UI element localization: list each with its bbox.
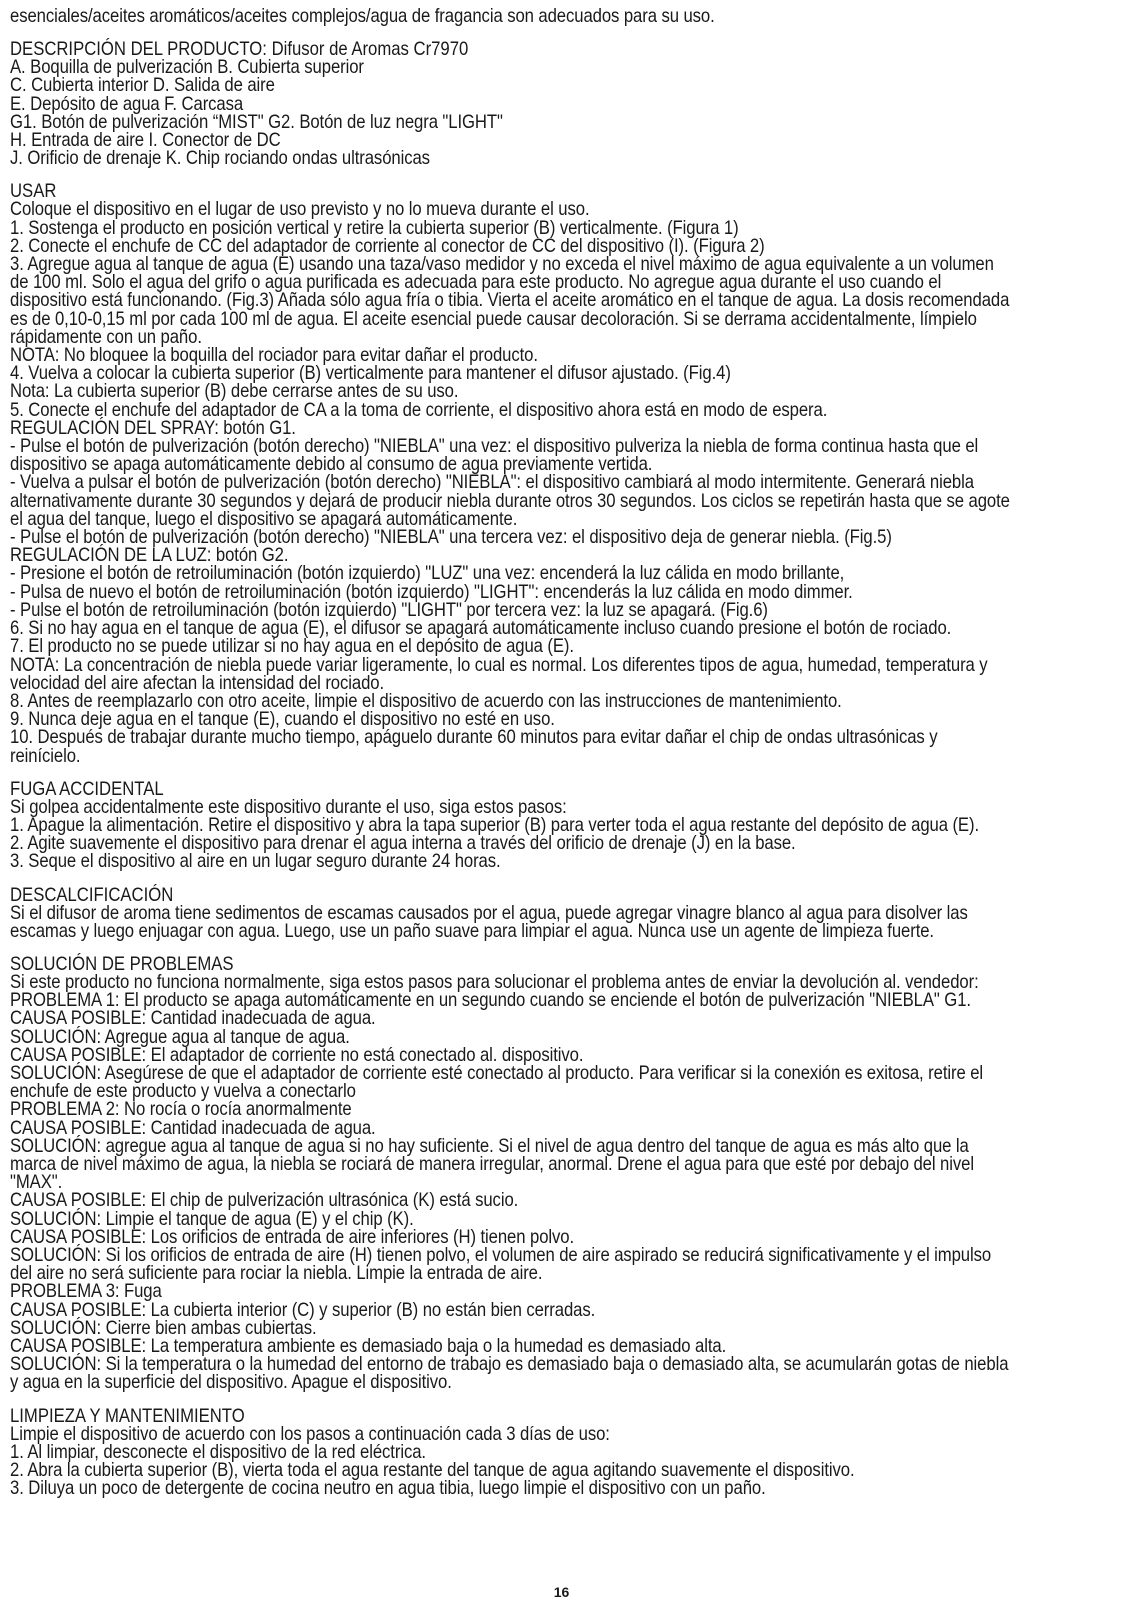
text-line: PROBLEMA 2: No rocía o rocía anormalmente	[10, 1099, 352, 1121]
text-line: el agua del tanque, luego el dispositivo se apagará automáticamente.	[10, 508, 518, 530]
text-line: 1. Sostenga el producto en posición vertical y retire la cubierta superior (B) verticalmente. (Figura 1)	[10, 217, 739, 239]
text-line: Coloque el dispositivo en el lugar de uso previsto y no lo mueva durante el uso.	[10, 199, 590, 221]
text-line: SOLUCIÓN: agregue agua al tanque de agua si no hay suficiente. Si el nivel de agua dentro del tanque de agua es más alto que la	[10, 1135, 969, 1157]
text-line: marca de nivel máximo de agua, la niebla se rociará de manera irregular, anormal. Drene el agua para que esté por debajo del nivel	[10, 1153, 974, 1175]
text-line: PROBLEMA 1: El producto se apaga automáticamente en un segundo cuando se enciende el botón de pulverización "NIEBLA" G1.	[10, 990, 971, 1012]
fuga-body	[10, 796, 1111, 873]
text-line: 2. Abra la cubierta superior (B), vierta toda el agua restante del tanque de agua agitando suavemente el dispositivo.	[10, 1460, 855, 1482]
text-line: REGULACIÓN DEL SPRAY: botón G1.	[10, 417, 296, 439]
text-line: CAUSA POSIBLE: El chip de pulverización ultrasónica (K) está sucio.	[10, 1190, 519, 1212]
text-line: CAUSA POSIBLE: Cantidad inadecuada de agua.	[10, 1008, 376, 1030]
text-line: E. Depósito de agua F. Carcasa	[10, 93, 244, 115]
text-line: SOLUCIÓN: Cierre bien ambas cubiertas.	[10, 1317, 317, 1339]
text-line: - Vuelva a pulsar el botón de pulverización (botón derecho) "NIEBLA": el dispositivo cambiará al modo intermitente. Generará niebla	[10, 472, 974, 494]
text-line: y agua en la superficie del dispositivo. Apague el dispositivo.	[10, 1372, 452, 1394]
text-line: NOTA: No bloquee la boquilla del rociador para evitar dañar el producto.	[10, 345, 538, 367]
text-line: Limpie el dispositivo de acuerdo con los pasos a continuación cada 3 días de uso:	[10, 1423, 610, 1445]
text-line: 3. Agregue agua al tanque de agua (E) usando una taza/vaso medidor y no exceda el nivel máximo de agua equivalente a un volumen	[10, 254, 994, 276]
text-line: dispositivo se apaga automáticamente debido al consumo de agua previamente vertida.	[10, 454, 653, 476]
text-line: G1. Botón de pulverización “MIST" G2. Botón de luz negra "LIGHT"	[10, 111, 503, 133]
text-line: 6. Si no hay agua en el tanque de agua (E), el difusor se apagará automáticamente incluso cuando presione el botón de rociado.	[10, 618, 952, 640]
text-line: "MAX".	[10, 1172, 63, 1194]
problemas-body	[10, 971, 1111, 1394]
text-line: J. Orificio de drenaje K. Chip rociando ondas ultrasónicas	[10, 148, 430, 170]
text-line: alternativamente durante 30 segundos y dejará de producir niebla durante otros 30 segundos. Los ciclos se repetirán hasta que se agote	[10, 490, 1010, 512]
text-line: C. Cubierta interior D. Salida de aire	[10, 75, 275, 97]
usar-title: USAR	[10, 181, 57, 203]
fuga-title: FUGA ACCIDENTAL	[10, 778, 164, 800]
text-line: dispositivo está funcionando. (Fig.3) Añada sólo agua fría o tibia. Vierta el aceite aromático en el tanque de agua. La dosis recomendada	[10, 290, 1010, 312]
text-line: 2. Conecte el enchufe de CC del adaptador de corriente al conector de CC del dispositivo (I). (Figura 2)	[10, 235, 765, 257]
text-line: SOLUCIÓN: Si los orificios de entrada de aire (H) tienen polvo, el volumen de aire aspirado se reducirá significativamente y el impulso	[10, 1244, 992, 1266]
text-line: CAUSA POSIBLE: La cubierta interior (C) y superior (B) no están bien cerradas.	[10, 1299, 596, 1321]
text-line: 7. El producto no se puede utilizar si no hay agua en el depósito de agua (E).	[10, 636, 574, 658]
text-line: H. Entrada de aire I. Conector de DC	[10, 130, 281, 152]
text-line: Si golpea accidentalmente este dispositivo durante el uso, siga estos pasos:	[10, 796, 567, 818]
text-line: velocidad del aire afectan la intensidad del rociado.	[10, 672, 385, 694]
intro-text: esenciales/aceites aromáticos/aceites complejos/agua de fragancia son adecuados para su uso.	[10, 6, 715, 27]
text-line: 5. Conecte el enchufe del adaptador de CA a la toma de corriente, el dispositivo ahora está en modo de espera.	[10, 399, 828, 421]
text-line: 4. Vuelva a colocar la cubierta superior (B) verticalmente para mantener el difusor ajustado. (Fig.4)	[10, 363, 731, 385]
text-line: reinícielo.	[10, 745, 81, 767]
limpieza-body	[10, 1423, 1111, 1500]
text-line: REGULACIÓN DE LA LUZ: botón G2.	[10, 545, 289, 567]
text-line: 2. Agite suavemente el dispositivo para drenar el agua interna a través del orificio de drenaje (J) en la base.	[10, 833, 796, 855]
text-line: A. Boquilla de pulverización B. Cubierta superior	[10, 57, 364, 79]
text-line: SOLUCIÓN: Agregue agua al tanque de agua.	[10, 1026, 350, 1048]
problemas-title: SOLUCIÓN DE PROBLEMAS	[10, 953, 234, 975]
text-line: enchufe de este producto y vuelva a conectarlo	[10, 1081, 356, 1103]
text-line: SOLUCIÓN: Si la temperatura o la humedad del entorno de trabajo es demasiado baja o demasiado alta, se acumularán gotas de niebla	[10, 1354, 1009, 1376]
text-line: - Pulsa de nuevo el botón de retroiluminación (botón izquierdo) "LIGHT": encenderás la luz cálida en modo dimmer.	[10, 581, 853, 603]
text-line: 1. Al limpiar, desconecte el dispositivo de la red eléctrica.	[10, 1441, 426, 1463]
text-line: de 100 ml. Solo el agua del grifo o agua purificada es adecuada para este producto. No agregue agua durante el uso cuando el	[10, 272, 942, 294]
text-line: es de 0,10-0,15 ml por cada 100 ml de agua. El aceite esencial puede causar decoloración. Si se derrama accidentalmente, límpielo	[10, 308, 977, 330]
text-line: - Pulse el botón de retroiluminación (botón izquierdo) "LIGHT" por tercera vez: la luz se apagará. (Fig.6)	[10, 599, 768, 621]
text-line: 1. Apague la alimentación. Retire el dispositivo y abra la tapa superior (B) para verter toda el agua restante del depósito de agua (E).	[10, 814, 980, 836]
text-line: - Pulse el botón de pulverización (botón derecho) "NIEBLA" una vez: el dispositivo pulveriza la niebla de forma continua hasta que el	[10, 436, 979, 458]
limpieza-title: LIMPIEZA Y MANTENIMIENTO	[10, 1405, 245, 1427]
text-line: 9. Nunca deje agua en el tanque (E), cuando el dispositivo no esté en uso.	[10, 709, 555, 731]
text-line: PROBLEMA 3: Fuga	[10, 1281, 162, 1303]
description-list	[10, 59, 1111, 168]
text-line: CAUSA POSIBLE: Los orificios de entrada de aire inferiores (H) tienen polvo.	[10, 1226, 575, 1248]
text-line: CAUSA POSIBLE: Cantidad inadecuada de agua.	[10, 1117, 376, 1139]
text-line: NOTA: La concentración de niebla puede variar ligeramente, lo cual es normal. Los diferentes tipos de agua, humedad, temperatura y	[10, 654, 988, 676]
manual-page	[10, 6, 1010, 1500]
text-line: CAUSA POSIBLE: El adaptador de corriente no está conectado al. dispositivo.	[10, 1044, 584, 1066]
text-line: - Pulse el botón de pulverización (botón derecho) "NIEBLA" una tercera vez: el dispositivo deja de generar niebla. (Fig.5)	[10, 527, 892, 549]
text-line: 3. Seque el dispositivo al aire en un lugar seguro durante 24 horas.	[10, 851, 501, 873]
text-line: escamas y luego enjuagar con agua. Luego, use un paño suave para limpiar el agua. Nunca use un agente de limpieza fuerte.	[10, 920, 934, 942]
text-line: SOLUCIÓN: Limpie el tanque de agua (E) y el chip (K).	[10, 1208, 414, 1230]
text-line: rápidamente con un paño.	[10, 326, 202, 348]
description-title: DESCRIPCIÓN DEL PRODUCTO: Difusor de Aromas Cr7970	[10, 39, 469, 61]
text-line: del aire no será suficiente para rociar la niebla. Limpie la entrada de aire.	[10, 1263, 543, 1285]
text-line: 3. Diluya un poco de detergente de cocina neutro en agua tibia, luego limpie el dispositivo con un paño.	[10, 1478, 766, 1500]
text-line: SOLUCIÓN: Asegúrese de que el adaptador de corriente esté conectado al producto. Para verificar si la conexión es exitosa, retire el	[10, 1062, 984, 1084]
text-line: 10. Después de trabajar durante mucho tiempo, apáguelo durante 60 minutos para evitar dañar el chip de ondas ultrasónicas y	[10, 727, 938, 749]
text-line: Si este producto no funciona normalmente, siga estos pasos para solucionar el problema antes de enviar la devolución al. vendedor:	[10, 971, 979, 993]
page-number: 16	[553, 1584, 570, 1600]
text-line: Nota: La cubierta superior (B) debe cerrarse antes de su uso.	[10, 381, 459, 403]
text-line: 8. Antes de reemplazarlo con otro aceite, limpie el dispositivo de acuerdo con las instrucciones de mantenimiento.	[10, 690, 842, 712]
descalcificacion-body	[10, 902, 1111, 942]
text-line: CAUSA POSIBLE: La temperatura ambiente es demasiado baja o la humedad es demasiado alta.	[10, 1336, 727, 1357]
text-line: - Presione el botón de retroiluminación (botón izquierdo) "LUZ" una vez: encenderá la luz cálida en modo brillante,	[10, 563, 845, 585]
descalcificacion-title: DESCALCIFICACIÓN	[10, 884, 174, 906]
text-line: Si el difusor de aroma tiene sedimentos de escamas causados por el agua, puede agregar vinagre blanco al agua para disolver las	[10, 902, 968, 924]
usar-body	[10, 201, 1111, 765]
